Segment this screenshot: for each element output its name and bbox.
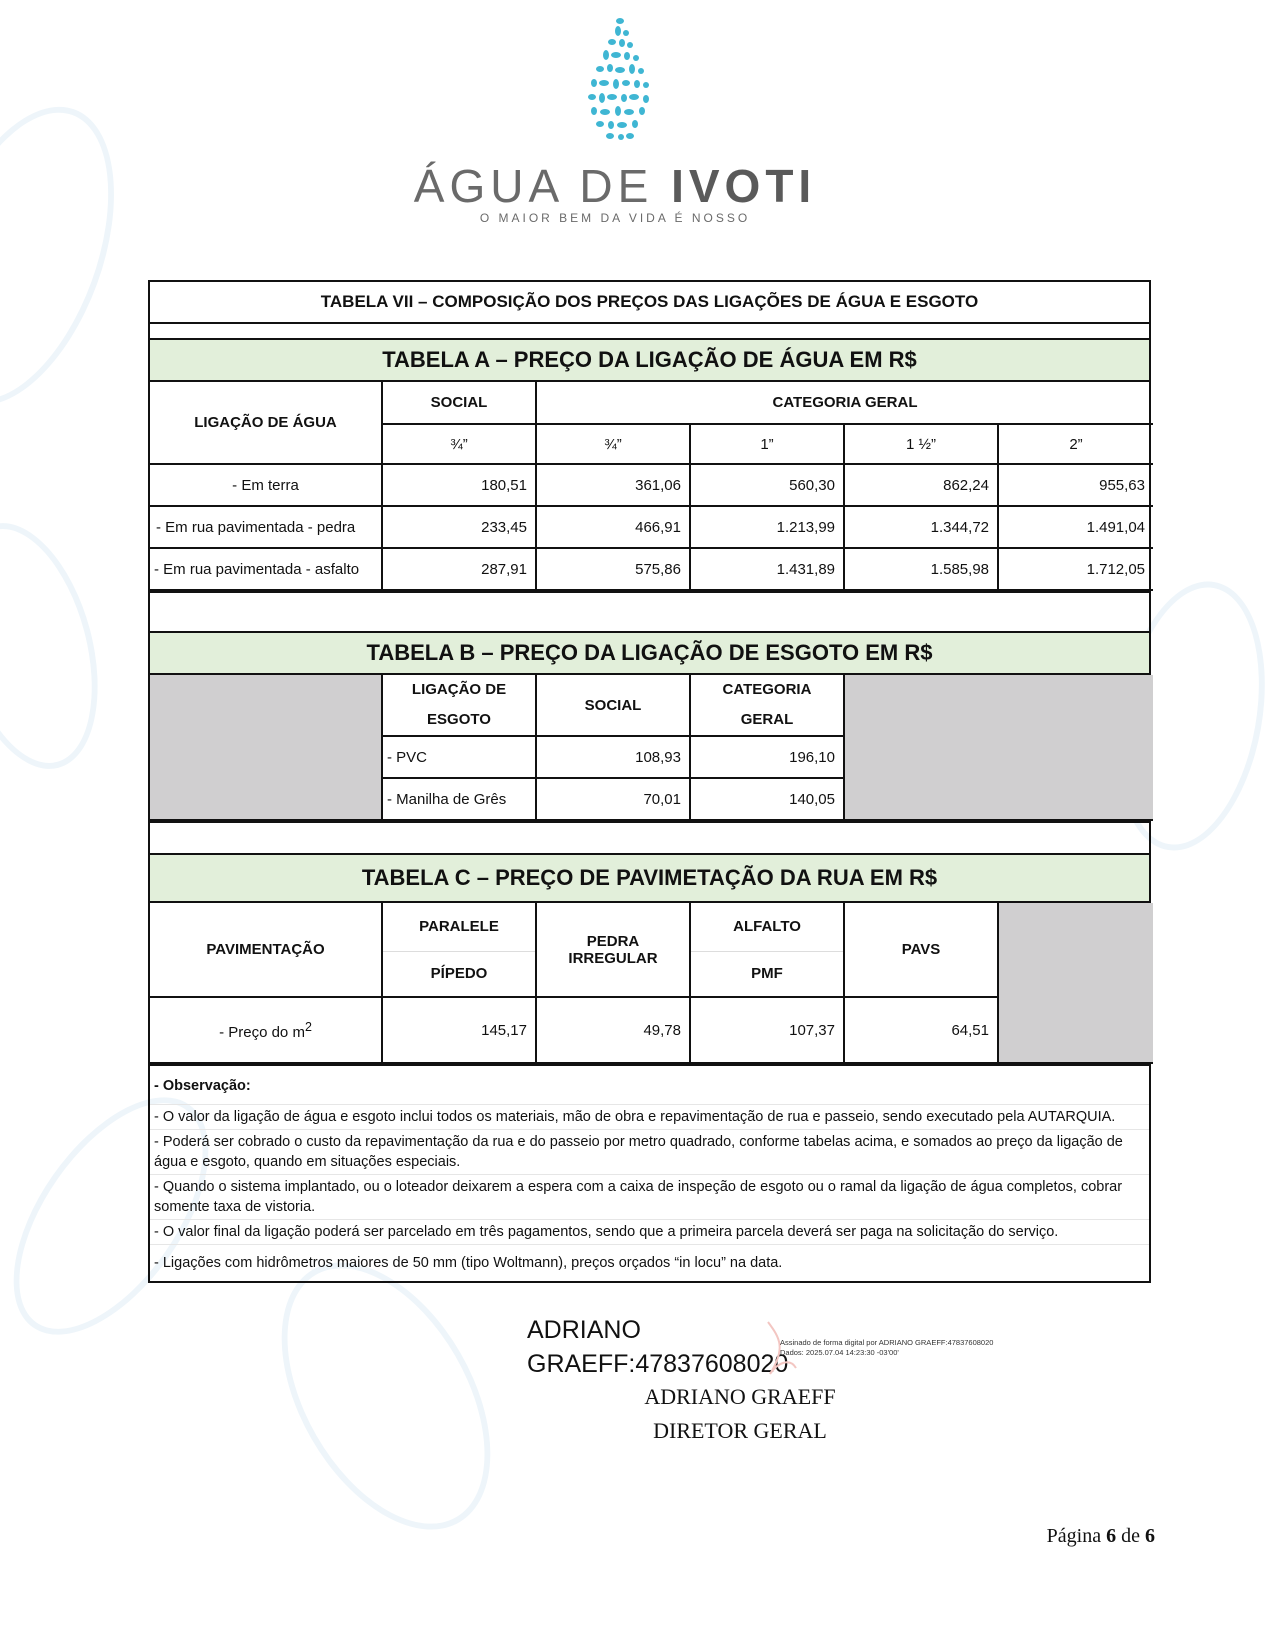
spacer-row bbox=[150, 821, 1149, 855]
table-c-title: TABELA C – PREÇO DE PAVIMETAÇÃO DA RUA EM R$ bbox=[150, 855, 1149, 903]
table-c-row-header: PAVIMENTAÇÃO bbox=[150, 903, 382, 997]
row-label: - Em rua pavimentada - asfalto bbox=[150, 548, 382, 590]
table-a-title: TABELA A – PREÇO DA LIGAÇÃO DE ÁGUA EM R$ bbox=[150, 338, 1149, 382]
table-c-col2-header: PEDRA IRREGULAR bbox=[536, 903, 690, 997]
price-cell: 466,91 bbox=[536, 506, 690, 548]
table-c-col4-header: PAVS bbox=[844, 903, 998, 997]
price-cell: 575,86 bbox=[536, 548, 690, 590]
observation-item: - Quando o sistema implantado, ou o loteador deixarem a espera com a caixa de inspeção de esgoto ou o ramal da ligação de água completos, cobrar somente taxa de vistoria. bbox=[150, 1175, 1149, 1220]
table-c-col1-top: PARALELE bbox=[382, 903, 536, 951]
main-table-title: TABELA VII – COMPOSIÇÃO DOS PREÇOS DAS LIGAÇÕES DE ÁGUA E ESGOTO bbox=[150, 282, 1149, 324]
spacer-row bbox=[150, 591, 1149, 633]
grey-filler-cell bbox=[844, 675, 1153, 820]
digital-signature-name bbox=[527, 1313, 788, 1381]
price-cell: 107,37 bbox=[690, 997, 844, 1063]
page-current: 6 bbox=[1106, 1525, 1117, 1547]
price-cell: 955,63 bbox=[998, 464, 1153, 506]
price-cell: 1.431,89 bbox=[690, 548, 844, 590]
table-b-title: TABELA B – PREÇO DA LIGAÇÃO DE ESGOTO EM R$ bbox=[150, 633, 1149, 675]
price-cell: 862,24 bbox=[844, 464, 998, 506]
price-cell: 361,06 bbox=[536, 464, 690, 506]
page-total: 6 bbox=[1145, 1525, 1155, 1547]
row-label bbox=[150, 997, 382, 1063]
spacer-row bbox=[150, 324, 1149, 338]
observation-item: - Ligações com hidrômetros maiores de 50 mm (tipo Woltmann), preços orçados “in locu” na data. bbox=[154, 1255, 783, 1271]
table-a bbox=[150, 382, 1153, 591]
table-a-row-header: LIGAÇÃO DE ÁGUA bbox=[150, 382, 382, 464]
brand-tagline: O MAIOR BEM DA VIDA É NOSSO bbox=[479, 211, 751, 225]
table-a-social-header: SOCIAL bbox=[382, 382, 536, 424]
signature-stamp bbox=[780, 1338, 993, 1358]
page-mid: de bbox=[1116, 1525, 1145, 1547]
table-b bbox=[150, 675, 1153, 821]
observations bbox=[150, 1064, 1149, 1281]
table-row bbox=[150, 548, 1153, 590]
observations-title: - Observação: bbox=[150, 1066, 1149, 1105]
price-cell: 1.491,04 bbox=[998, 506, 1153, 548]
water-drop-icon bbox=[580, 15, 660, 145]
signature-line-2: GRAEFF:47837608020 bbox=[527, 1350, 789, 1378]
table-c bbox=[150, 903, 1153, 1064]
grey-filler-cell bbox=[150, 675, 382, 820]
price-cell: 64,51 bbox=[844, 997, 998, 1063]
table-c-col3-top: ALFALTO bbox=[690, 903, 844, 951]
price-cell: 560,30 bbox=[690, 464, 844, 506]
size-header: 1 ½” bbox=[844, 424, 998, 464]
row-label-superscript: 2 bbox=[304, 1019, 312, 1034]
price-cell: 1.585,98 bbox=[844, 548, 998, 590]
price-cell: 1.712,05 bbox=[998, 548, 1153, 590]
page-number bbox=[1047, 1525, 1155, 1548]
signature-line-1: ADRIANO bbox=[527, 1316, 641, 1344]
row-label-text: - Preço do m bbox=[219, 1023, 305, 1041]
size-header: 2” bbox=[998, 424, 1153, 464]
size-header: ¾” bbox=[536, 424, 690, 464]
row-label: - Em rua pavimentada - pedra bbox=[150, 506, 382, 548]
price-cell: 180,51 bbox=[382, 464, 536, 506]
observation-item: - O valor final da ligação poderá ser parcelado em três pagamentos, sendo que a primeira parcela deverá ser paga na solicitação do serviço. bbox=[150, 1220, 1149, 1245]
brand-name bbox=[400, 160, 830, 212]
table-a-categoria-header: CATEGORIA GERAL bbox=[536, 382, 1153, 424]
observation-item: - Poderá ser cobrado o custo da repavimentação da rua e do passeio por metro quadrado, conforme tabelas acima, e somados ao preço da ligação de água e esgoto, quando em situações especiais. bbox=[150, 1130, 1149, 1175]
observation-item: - O valor da ligação de água e esgoto inclui todos os materiais, mão de obra e repavimentação de rua e passeio, sendo executado pela AUTARQUIA. bbox=[150, 1105, 1149, 1130]
page-prefix: Página bbox=[1046, 1525, 1107, 1547]
brand-name-bold: IVOTI bbox=[671, 160, 817, 212]
price-composition-table bbox=[148, 280, 1151, 1283]
table-b-social-header: SOCIAL bbox=[536, 675, 690, 736]
table-row bbox=[150, 464, 1153, 506]
price-cell: 1.213,99 bbox=[690, 506, 844, 548]
brand-name-light: ÁGUA DE bbox=[413, 160, 672, 212]
price-cell: 140,05 bbox=[690, 778, 844, 820]
size-header: 1” bbox=[690, 424, 844, 464]
price-cell: 233,45 bbox=[382, 506, 536, 548]
price-cell: 49,78 bbox=[536, 997, 690, 1063]
row-label: - Em terra bbox=[150, 464, 382, 506]
table-c-col3-bottom: PMF bbox=[690, 951, 844, 997]
price-cell: 1.344,72 bbox=[844, 506, 998, 548]
signer-printed-name: ADRIANO GRAEFF bbox=[644, 1384, 836, 1409]
price-cell: 145,17 bbox=[382, 997, 536, 1063]
row-label: - Manilha de Grês bbox=[382, 778, 536, 820]
background-shape bbox=[0, 507, 122, 785]
price-cell: 287,91 bbox=[382, 548, 536, 590]
table-row bbox=[150, 506, 1153, 548]
signature-stamp-line-1: Assinado de forma digital por ADRIANO GRAEFF:47837608020 bbox=[780, 1338, 994, 1347]
table-c-col1-bottom: PÍPEDO bbox=[382, 951, 536, 997]
company-logo bbox=[400, 15, 830, 230]
size-header: ¾” bbox=[382, 424, 536, 464]
table-b-categoria-header: CATEGORIA GERAL bbox=[690, 675, 844, 736]
price-cell: 70,01 bbox=[536, 778, 690, 820]
grey-filler-cell bbox=[998, 903, 1153, 1063]
price-cell: 108,93 bbox=[536, 736, 690, 778]
signature-stamp-line-2: Dados: 2025.07.04 14:23:30 -03'00' bbox=[780, 1348, 899, 1357]
signer-role: DIRETOR GERAL bbox=[653, 1418, 827, 1443]
table-b-col1-header: LIGAÇÃO DE ESGOTO bbox=[382, 675, 536, 736]
price-cell: 196,10 bbox=[690, 736, 844, 778]
row-label: - PVC bbox=[382, 736, 536, 778]
background-shape bbox=[0, 82, 150, 431]
